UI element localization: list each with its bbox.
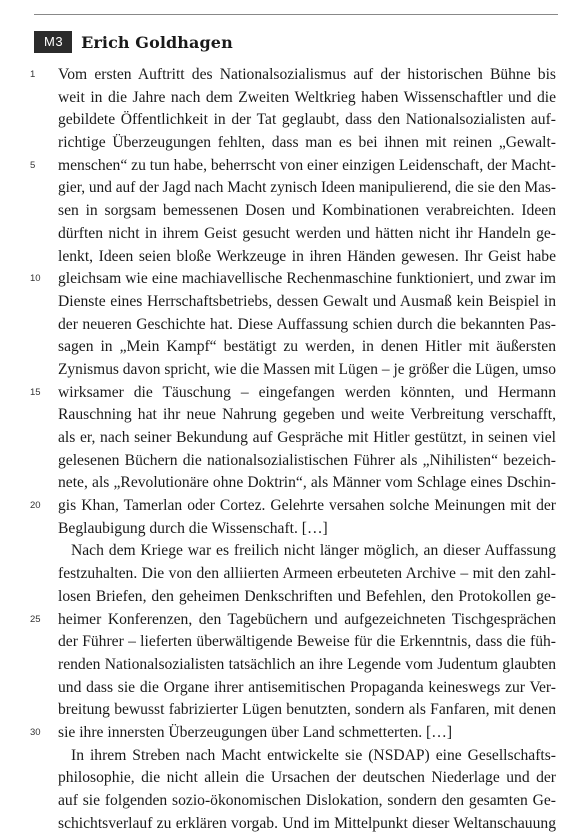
line-text: Rauschning hat ihr neue Nahrung gegeben und weite Verbreitung verschafft, xyxy=(58,406,556,424)
line-text: gier, und auf der Jagd nach Macht zynisch Ideen manipulierend, die sie den Mas- xyxy=(58,179,556,197)
text-line xyxy=(58,200,556,223)
line-text: und dass sie die Organe ihrer antisemitischen Propaganda keineswegs zur Ver- xyxy=(58,678,556,696)
material-badge: M3 xyxy=(34,31,72,53)
line-text: Nach dem Kriege war es freilich nicht länger möglich, an dieser Auffassung xyxy=(71,542,556,560)
line-text: als er, nach seiner Bekundung auf Gespräche mit Hitler gestützt, in seinen viel xyxy=(58,429,556,446)
top-rule xyxy=(34,14,558,15)
line-number: 15 xyxy=(30,386,41,398)
text-line xyxy=(30,268,556,291)
text-line xyxy=(30,495,556,518)
text-line xyxy=(58,586,556,609)
line-text: Zynismus davon spricht, wie die Massen mit Lügen – je größer die Lügen, umso xyxy=(58,360,556,378)
line-text: Vom ersten Auftritt des Nationalsozialismus auf der historischen Bühne bis xyxy=(58,66,556,83)
line-text: der neueren Geschichte hat. Diese Auffassung schien durch die bekannten Pas- xyxy=(58,315,556,333)
body-text xyxy=(30,64,556,835)
line-text: auf sie folgenden sozio-ökonomischen Dislokation, sondern den gesamten Ge- xyxy=(58,792,556,809)
text-line xyxy=(30,722,556,745)
line-text: dürften nicht in ihrem Geist gesucht werden und hätten nicht ihr Handeln ge- xyxy=(58,224,556,242)
line-number: 5 xyxy=(30,159,36,171)
text-line xyxy=(58,654,556,677)
text-line xyxy=(58,87,556,110)
line-text: Dienste eines Herrschaftsbetriebs, dessen Gewalt und Ausmaß kein Beispiel in xyxy=(58,292,556,310)
text-line xyxy=(58,745,556,768)
text-line xyxy=(58,427,556,450)
text-line xyxy=(58,177,556,200)
line-text: richtige Überzeugungen fehlten, dass man es bei ihnen mit reinen „Gewalt- xyxy=(58,134,556,152)
line-text: gleichsam wie eine machiavellische Rechenmaschine funktioniert, und zwar im xyxy=(58,270,556,288)
line-text: sie ihre innersten Überzeugungen über Land schmetterten. […] xyxy=(58,723,453,741)
line-text: menschen“ zu tun habe, beherrscht von einer einzigen Leidenschaft, der Macht- xyxy=(58,156,556,174)
line-text: wirksamer die Täuschung – eingefangen werden könnten, und Hermann xyxy=(58,383,556,401)
line-text: sagen in „Mein Kampf“ bestätigt zu werden, in denen Hitler mit äußersten xyxy=(58,338,556,356)
line-text: renden Nationalsozialisten tatsächlich an ihre Legende vom Judentum glaubten xyxy=(58,655,556,673)
text-line xyxy=(58,631,556,654)
line-text: Beglaubigung durch die Wissenschaft. […] xyxy=(58,519,328,537)
line-text: heimer Konferenzen, den Tagebüchern und aufgezeichneten Tischgesprächen xyxy=(58,610,556,628)
text-line xyxy=(30,382,556,405)
text-line xyxy=(58,677,556,700)
text-line xyxy=(58,790,556,813)
text-line xyxy=(58,472,556,495)
line-number: 1 xyxy=(30,69,36,80)
author-title: Erich Goldhagen xyxy=(81,32,233,52)
text-line xyxy=(30,609,556,632)
line-text: schichtsverlauf zu erklären vorgab. Und im Mittelpunkt dieser Weltanschauung xyxy=(58,814,556,832)
line-number: 20 xyxy=(30,500,41,512)
line-text: gis Khan, Tamerlan oder Cortez. Gelehrte versahen solche Meinungen mit der xyxy=(58,497,556,515)
line-text: breitung bewusst fabrizierter Lügen benutzten, sondern als Fanfaren, mit denen xyxy=(58,701,556,719)
source-header xyxy=(34,30,233,54)
line-text: losen Briefen, den geheimen Denkschriften und Befehlen, den Protokollen ge- xyxy=(58,587,556,605)
line-number: 10 xyxy=(30,273,41,285)
text-line xyxy=(58,699,556,722)
text-line xyxy=(30,155,556,178)
line-text: nete, als „Revolutionäre ohne Doktrin“, als Männer vom Schlage eines Dschin- xyxy=(58,474,556,492)
text-line xyxy=(30,64,556,87)
line-text: der Führer – lieferten überwältigende Beweise für die Erkenntnis, dass die füh- xyxy=(58,633,556,651)
text-line xyxy=(58,767,556,790)
text-line xyxy=(58,518,556,541)
text-line xyxy=(58,291,556,314)
text-line xyxy=(58,223,556,246)
line-text: weit in die Jahre nach dem Zweiten Weltkrieg haben Wissenschaftler und die xyxy=(58,88,556,106)
line-text: In ihrem Streben nach Macht entwickelte sie (NSDAP) eine Gesellschafts- xyxy=(71,746,556,764)
line-text: gebildete Öffentlichkeit in der Tat geglaubt, dass den Nationalsozialisten auf- xyxy=(58,111,556,129)
text-line xyxy=(58,450,556,473)
text-line xyxy=(58,359,556,382)
line-text: sen in sorgsam bemessenen Dosen und Kombinationen verabreichten. Ideen xyxy=(58,202,556,220)
text-line xyxy=(58,813,556,835)
text-line xyxy=(58,404,556,427)
text-line xyxy=(58,246,556,269)
text-line xyxy=(58,563,556,586)
line-text: lenkt, Ideen seien bloße Werkzeuge in ihren Händen gewesen. Ihr Geist habe xyxy=(58,247,556,265)
line-text: gelesenen Büchern die nationalsozialistischen Führer als „Nihilisten“ bezeich- xyxy=(58,451,556,469)
line-number: 25 xyxy=(30,613,41,625)
text-line xyxy=(58,336,556,359)
text-line xyxy=(58,314,556,337)
text-line xyxy=(58,540,556,563)
text-line xyxy=(58,132,556,155)
line-text: festzuhalten. Die von den alliierten Armeen erbeuteten Archive – mit den zahl- xyxy=(58,565,556,583)
line-number: 30 xyxy=(30,726,41,738)
text-line xyxy=(58,109,556,132)
line-text: philosophie, die nicht allein die Ursachen der deutschen Niederlage und der xyxy=(58,769,556,787)
